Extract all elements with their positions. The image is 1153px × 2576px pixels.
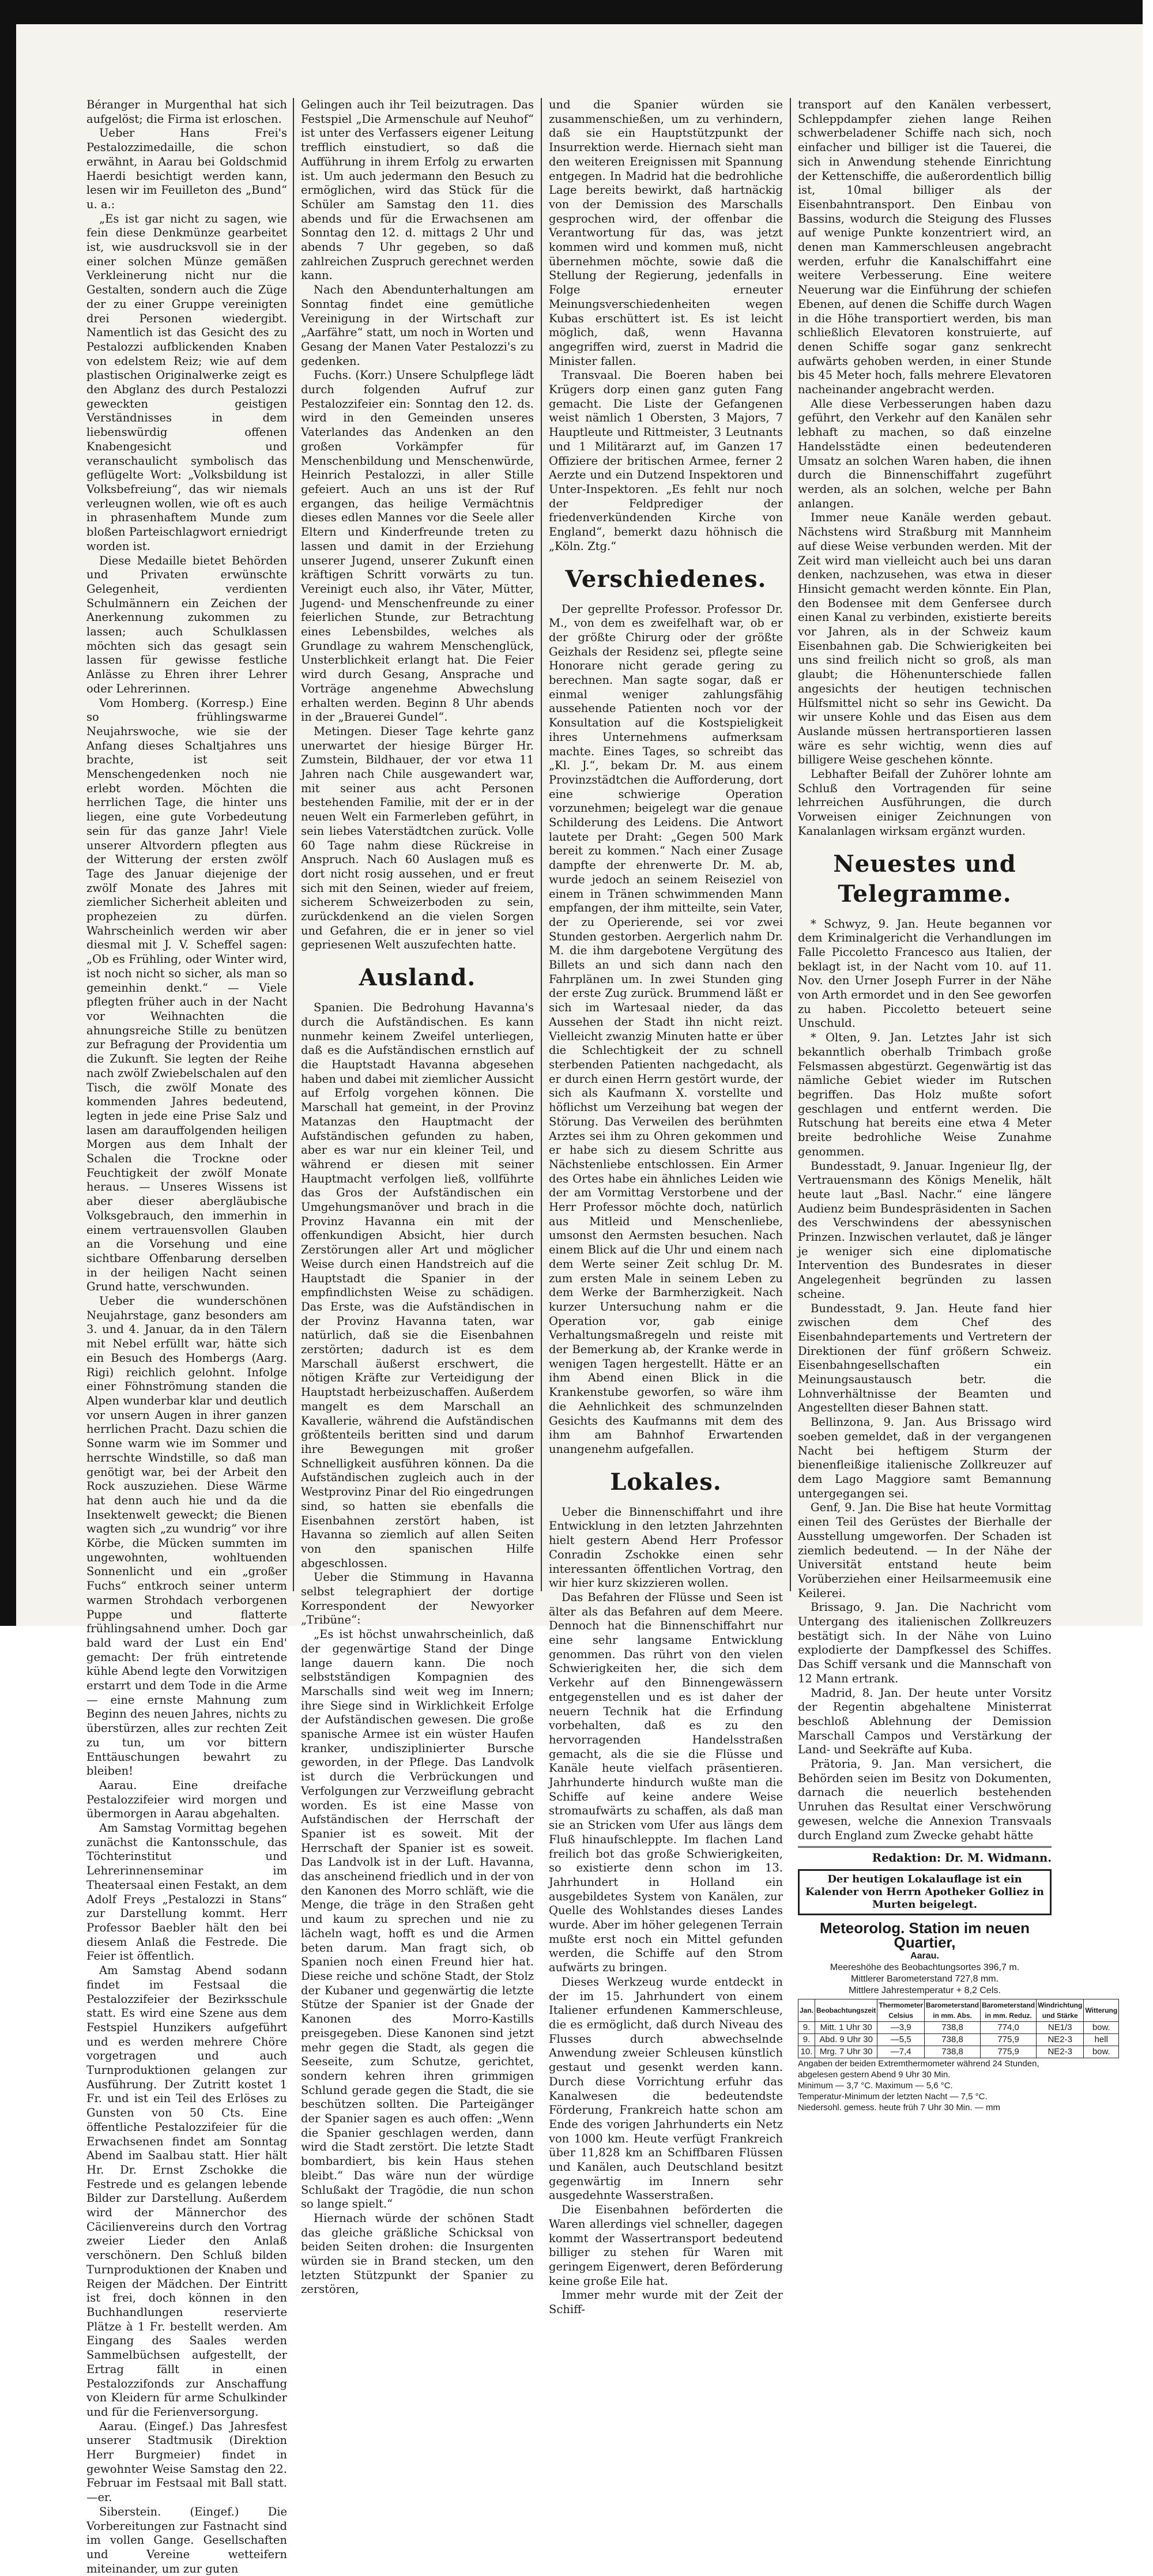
editor-signature: Redaktion: Dr. M. Widmann. [872,1851,1052,1865]
table-cell: Abd. 9 Uhr 30 [815,2034,877,2046]
table-cell: 738,8 [925,2046,981,2058]
article-paragraph: Die Eisenbahnen beförderten die Waren allerdings viel schneller, dagegen kommt der Wassertransport bedeutend billiger zu stehen für Waren mit geringem Eigenwert, deren Beförderung keine große Eile hat. [549,2203,783,2288]
table-cell: 10. [798,2046,815,2058]
article-paragraph: * Schwyz, 9. Jan. Heute begannen vor dem Kriminalgericht die Verhandlungen im Falle Piccoletto Francesco aus Italien, der beklagt ist, in der Nacht vom 10. auf 11. Nov. den Urner Joseph Furrer in der Nähe von Arth ermordet und in den See geworfen zu haben. Piccoletto beteuert seine Unschuld. [798,917,1052,1030]
table-cell: 774,0 [981,2022,1037,2034]
article-paragraph: Brissago, 9. Jan. Die Nachricht vom Untergang des italienischen Zollkreuzers bestätigt sich. In der Nähe von Luino explodierte der Dampfkessel des Schiffes. Das Schiff versank und die Mannschaft von 12 Mann ertrank. [798,1600,1052,1685]
article-paragraph: Am Samstag Abend sodann findet im Festsaal die Pestalozzifeier der Bezirksschule statt. Es wird eine Szene aus dem Festspiel Hunzikers aufgeführt und es werden mehrere Chöre vorgetragen und auch Turnproduktionen gelangen zur Ausführung. Der Zutritt kostet 1 Fr. und ist ein Teil des Erlöses zu Gunsten von 50 Cts. Eine öffentliche Pestalozzifeier für die Erwachsenen findet am Sonntag Abend im Saalbau statt. Hier hält Hr. Dr. Ernst Zschokke die Festrede und es gelangen lebende Bilder zur Darstellung. Außerdem wird der Männerchor des Cäcilienvereins durch den Vortrag zweier Lieder den Anlaß verschönern. Den Schluß bilden Turnproduktionen der Knaben und Reigen der Mädchen. Der Eintritt ist frei, doch können in den Buchhandlungen reservierte Plätze à 1 Fr. bestellt werden. Am Eingang des Saales werden Sammelbüchsen aufgestellt, der Ertrag fällt in einen Pestalozzifonds zur Anschaffung von Kleidern für arme Schulkinder und für die Ferienversorgung. [86,1964,287,2419]
weather-title: Meteorolog. Station im neuen Quartier, [819,1919,1030,1951]
article-paragraph: Am Samstag Vormittag begehen zunächst die Kantonsschule, das Töchterinstitut und Lehrerinnenseminar im Theatersaal einen Festakt, an dem Adolf Freys „Pestalozzi in Stans“ zur Darstellung kommt. Herr Professor Baebler hält den bei diesem Anlaß die Festrede. Die Feier ist öffentlich. [86,1821,287,1963]
table-cell: bow. [1084,2046,1119,2058]
scan-border-left [0,0,16,1626]
weather-footnote: Niedersohl. gemess. heute früh 7 Uhr 30 Min. — mm [798,2103,1000,2113]
article-paragraph: Alle diese Verbesserungen haben dazu geführt, den Verkehr auf den Kanälen sehr lebhaft zu machen, so daß einzelne Handelsstädte einen bedeutenderen Umsatz an solchen Waren haben, die ihnen durch die Binnenschiffahrt zugeführt werden, als an solchen, welche per Bahn anlangen. [798,397,1052,510]
article-paragraph: Der geprellte Professor. Professor Dr. M., von dem es zweifelhaft war, ob er der größte Chirurg oder der größte Geizhals der Residenz sei, pflegte seine Honorare nicht gerade gering zu berechnen. Man sagte sogar, daß er einmal weniger zahlungsfähig aussehende Patienten noch vor der Konsultation auf die Kostspieligkeit ihres Unternehmens aufmerksam machte. Eines Tages, so schreibt das „Kl. J.“, bekam Dr. M. aus einem Provinzstädtchen die Aufforderung, dort eine schwierige Operation vorzunehmen; beigelegt war die genaue Schilderung des Leidens. Die Antwort lautete per Draht: „Gegen 500 Mark bereit zu kommen.“ Nach einer Zusage dampfte der ehrenwerte Dr. M. ab, wurde jedoch an seinem Reiseziel von einem in Tränen schwimmenden Mann empfangen, der ihm mitteilte, sein Vater, der zu Operierende, sei vor zwei Stunden gestorben. Aergerlich nahm Dr. M. die ihm dargebotene Vergütung des Billets an und sich dann nach den Fahrplänen um. In zwei Stunden ging der erste Zug zurück. Brummend läßt er sich im Wartesaal nieder, da das Aussehen der Stadt ihn nicht reizt. Vielleicht zwanzig Minuten hatte er über die Schlechtigkeit der zu schnell sterbenden Patienten nachgedacht, als er durch einen Herrn gestört wurde, der sich als Kaufmann X. vorstellte und höflichst um Verzeihung bat wegen der Störung. Das Verweilen des berühmten Arztes sei ihm zu Ohren gekommen und er habe sich zu diesem Schritte aus Nächstenliebe entschlossen. Ein Armer des Ortes habe ein ähnliches Leiden wie der am Vormittag Verstorbene und der Herr Professor möchte doch, natürlich aus Mitleid und Menschenliebe, umsonst den Aermsten besuchen. Nach einem Blick auf die Uhr und einem nach dem Werte seiner Zeit schlug Dr. M. zum ersten Male in seinem Leben zu dem Werke der Barmherzigkeit. Nach kurzer Untersuchung nahm er die Operation vor, gab einige Verhaltungsmaßregeln und reiste mit der Bemerkung ab, der Kranke werde in wenigen Tagen hergestellt. Hätte er an ihm Abend einen Blick in die Krankenstube geworfen, so wäre ihm die Aehnlichkeit des schmunzelnden Gesichts des Kaufmanns mit dem des ihm am Bahnhof Erwartenden unangenehm aufgefallen. [549,602,783,1456]
column-4 [798,98,1118,2113]
table-cell: 775,9 [981,2046,1037,2058]
article-paragraph: und die Spanier würden sie zusammenschießen, um zu verhindern, daß sie ein Hauptstützpunkt der Insurrektion werde. Hiernach sieht man den weiteren Ereignissen mit Spannung entgegen. In Madrid hat die bedrohliche Lage bereits bewirkt, daß hartnäckig von der Demission des Marschalls gesprochen wird, der offenbar die Verantwortung für das, was jetzt kommen wird und kommen muß, nicht übernehmen möchte, sowie daß die Stellung der Regierung, jedenfalls in Folge erneuter Meinungsverschiedenheiten wegen Kubas erschüttert ist. Es ist leicht möglich, daß, wenn Havanna angegriffen wird, zuerst in Madrid die Minister fallen. [549,98,783,368]
article-paragraph: Transvaal. Die Boeren haben bei Krügers dorp einen ganz guten Fang gemacht. Die Liste der Gefangenen weist nämlich 1 Obersten, 3 Majors, 7 Hauptleute und Rittmeister, 3 Leutnants und 1 Militärarzt auf, im Ganzen 17 Offiziere der britischen Armee, ferner 2 Aerzte und ein Dutzend Inspektoren und Unter-Inspektoren. „Es fehlt nur noch der Feldprediger der friedenverkündenden Kirche von England“, bemerkt dazu höhnisch die „Köln. Ztg.“ [549,368,783,553]
article-paragraph: Madrid, 8. Jan. Der heute unter Vorsitz der Regentin abgehaltene Ministerrat beschloß Ablehnung der Demission Marschall Campos und Verstärkung der Land- und Seekräfte auf Kuba. [798,1686,1052,1757]
article-paragraph: Nach den Abendunterhaltungen am Sonntag findet eine gemütliche Vereinigung in der Wirtschaft zur „Aarfähre“ statt, um noch in Worten und Gesang der Manen Vater Pestalozzi's zu gedenken. [301,283,534,368]
weather-header: Beobachtungszeit [815,1999,877,2022]
section-heading-verschiedenes: Verschiedenes. [565,565,767,593]
article-paragraph: Ueber die Binnenschiffahrt und ihre Entwicklung in den letzten Jahrzehnten hielt gestern Abend Herr Professor Conradin Zschokke einen sehr interessanten öffentlichen Vortrag, den wir hier kurz skizzieren wollen. [549,1505,783,1590]
weather-header: Jan. [798,1999,815,2022]
weather-place: Aarau. [910,1951,939,1961]
table-cell: —7,4 [877,2046,925,2058]
weather-footnote: Angaben der beiden Extremthermometer während 24 Stunden, abgelesen gestern Abend 9 Uhr 30 Min. [798,2059,1039,2080]
article-paragraph: Ueber Hans Frei's Pestalozzimedaille, die schon erwähnt, in Aarau bei Goldschmid Haerdi besichtigt werden kann, lesen wir im Feuilleton des „Bund“ u. a.: [86,126,287,211]
scan-border-top [0,0,1153,24]
article-paragraph: Aarau. Eine dreifache Pestalozzifeier wird morgen und übermorgen in Aarau abgehalten. [86,1778,287,1821]
weather-station-box [798,1919,1118,2113]
weather-line: Mittlerer Barometerstand 727,8 mm. [850,1974,999,1984]
table-cell: Mrg. 7 Uhr 30 [815,2046,877,2058]
article-paragraph: transport auf den Kanälen verbessert, Schleppdampfer ziehen lange Reihen schwerbeladener Schiffe nach sich, noch einfacher und billiger ist die Tauerei, die sich in Anwendung stehende Einrichtung der Kettenschiffe, die außerordentlich billig ist, 10mal billiger als der Eisenbahntransport. Den Einbau von Bassins, wodurch die Steigung des Flusses auf wenige Punkte konzentriert wird, an denen man Kammerschleusen angebracht werden, erfuhr die Kanalschiffahrt eine weitere Verbesserung. Eine weitere Neuerung war die Einführung der schiefen Ebenen, auf denen die Schiffe durch Wagen in die Höhe transportiert werden, bis man schließlich Elevatoren konstruierte, auf denen Schiffe sogar ganz senkrecht aufwärts gehoben werden, in einer Stunde bis 45 Meter hoch, falls mehrere Elevatoren nacheinander angebracht werden. [798,98,1052,397]
column-1 [86,98,287,2575]
text-columns [86,98,1118,2575]
section-heading-neuestes: Neuestes und Telegramme. [833,850,1016,907]
column-rule [541,98,542,1591]
divider [798,1846,1052,1848]
column-3 [549,98,783,2317]
table-row [798,2034,1119,2046]
article-paragraph: Metingen. Dieser Tage kehrte ganz unerwartet der hiesige Bürger Hr. Zumstein, Bildhauer, der vor etwa 11 Jahren nach Chile ausgewandert war, mit seiner aus acht Personen bestehenden Familie, mit der er in der neuen Welt ein Farmerleben geführt, in sein liebes Vaterstädtchen zurück. Volle 60 Tage nahm diese Rückreise in Anspruch. Nach 60 Auslagen muß es dort nicht rosig aussehen, und er freut sich mit den Seinen, wieder auf freiem, sicherem Schweizerboden zu sein, zurückdenkend an die vielen Sorgen und Gefahren, die er in jener so viel gepriesenen Welt auszufechten hatte. [301,724,534,952]
table-cell: 9. [798,2022,815,2034]
article-paragraph: Fuchs. (Korr.) Unsere Schulpflege lädt durch folgenden Aufruf zur Pestalozzifeier ein: Sonntag den 12. ds. wird in den Gemeinden unseres Vaterlandes das Andenken an den großen Vorkämpfer für Menschenbildung und Menschenwürde, Heinrich Pestalozzi, in aller Stille gefeiert. Auch an uns ist der Ruf ergangen, das heilige Vermächtnis dieses edlen Mannes vor die Seele aller Eltern und Kinderfreunde treten zu lassen und damit in der Erziehung unserer Jugend, unserer Zukunft einen kräftigen Schritt vorwärts zu tun. Vereinigt euch also, ihr Väter, Mütter, Jugend- und Menschenfreunde zu einer feierlichen Stunde, zur Betrachtung eines Lebensbildes, welches als Grundlage zu wahrem Menschenglück, Unsterblichkeit erlangt hat. Die Feier wird durch Gesang, Ansprache und Vorträge angenehme Abwechslung erhalten werden. Beginn 8 Uhr abends in der „Brauerei Gundel“. [301,368,534,724]
section-heading-lokales: Lokales. [610,1468,722,1496]
table-cell: Mitt. 1 Uhr 30 [815,2022,877,2034]
weather-footnote: Temperatur-Minimum der letzten Nacht — 7,5 °C. [798,2092,988,2102]
article-paragraph: Ueber die Stimmung in Havanna selbst telegraphiert der dortige Korrespondent der Newyorker „Tribüne“: [301,1571,534,1627]
calendar-notice: Der heutigen Lokalauflage ist ein Kalender von Herrn Apotheker Golliez in Murten beigelegt. [798,1869,1052,1915]
table-cell: NE2-3 [1037,2046,1084,2058]
article-paragraph: Gelingen auch ihr Teil beizutragen. Das Festspiel „Die Armenschule auf Neuhof“ ist unter des Verfassers eigener Leitung trefflich einstudiert, so daß die Aufführung in ihrem Erfolg zu erwarten ist. Um auch jedermann den Besuch zu ermöglichen, wird das Stück für die Schüler am Samstag den 11. dies abends und für die Erwachsenen am Sonntag den 12. d. mittags 2 Uhr und abends 7 Uhr gegeben, so daß zahlreichen Zuspruch gerechnet werden kann. [301,98,534,283]
column-rule [790,98,791,1591]
table-cell: 9. [798,2034,815,2046]
table-cell: NE1/3 [1037,2022,1084,2034]
article-paragraph: „Es ist höchst unwahrscheinlich, daß der gegenwärtige Stand der Dinge lange dauern kann. Die noch selbstständigen Kompagnien des Marschalls sind weit weg im Innern; ihre Siege sind in Wirklichkeit Erfolge der Aufständischen gewesen. Die große spanische Armee ist ein wüster Haufen kranker, undisziplinierter Bursche geworden, in der Pflege. Das Landvolk ist durch die Verbrückungen und Verfolgungen zur Verzweiflung gebracht worden. Es ist eine Masse von Aufständischen der Herrschaft der Spanier ist es soweit. Mit der Herrschaft der Spanier ist es soweit. Das Landvolk ist in der Luft. Havanna, das anscheinend friedlich und in der von den Kanonen des Morro schläft, wie die Menge, die träge in den Straßen geht und kaum zu sprechen und nie zu lächeln wagt, hofft es und die Armen beten darum. Man fragt sich, ob Spanien noch einen Freund hier hat. Diese reiche und schöne Stadt, der Stolz der Kubaner und gegenwärtig die letzte Stütze der Spanier ist der Gnade der Kanonen des Morro-Kastills preisgegeben. Diese Kanonen sind jetzt mehr gegen die Stadt, als gegen die Seeseite, zum Schutze, gerichtet, sondern kehren ihren grimmigen Schlund gerade gegen die Stadt, die sie beschützen sollten. Die Parteigänger der Spanier sagen es auch offen: „Wenn die Spanier geschlagen werden, dann wird die Stadt zerstört. Die letzte Stadt bombardiert, bis kein Haus stehen bleibt.“ Das wäre nun der würdige Schlußakt der Tragödie, die nun schon so lange spielt.“ [301,1628,534,2211]
article-paragraph: Diese Medaille bietet Behörden und Privaten erwünschte Gelegenheit, verdienten Schulmännern ein Zeichen der Anerkennung zukommen zu lassen; auch Schulklassen möchten sich das gesagt sein lassen für gewisse festliche Anlässe zu Ehren ihrer Lehrer oder Lehrerinnen. [86,553,287,695]
table-cell: —3,9 [877,2022,925,2034]
article-paragraph: Prätoria, 9. Jan. Man versichert, die Behörden seien im Besitz von Dokumenten, darnach die neuerlich bestehenden Unruhen das Resultat einer Verschwörung gewesen, welche die Annexion Transvaals durch England zum Zwecke gehabt hätte [798,1757,1052,1842]
article-paragraph: Siberstein. (Eingef.) Die Vorbereitungen zur Fastnacht sind im vollen Gange. Gesellschaften und Vereine wetteifern miteinander, um zur guten [86,2505,287,2575]
table-cell: 738,8 [925,2022,981,2034]
column-rule [293,98,294,1591]
weather-header: Thermometer Celsius [877,1999,925,2022]
table-cell: 775,9 [981,2034,1037,2046]
article-paragraph: Hiernach würde der schönen Stadt das gleiche gräßliche Schicksal von beiden Seiten drohen: die Insurgenten würden sie in Brand stecken, um den letzten Stützpunkt der Spanier zu zerstören, [301,2211,534,2296]
article-paragraph: Bellinzona, 9. Jan. Aus Brissago wird soeben gemeldet, daß in der vergangenen Nacht bei heftigem Sturm der bienenfleißige italienische Zollkreuzer auf dem Lago Maggiore samt Bemannung untergegangen sei. [798,1415,1052,1500]
table-row [798,2046,1119,2058]
weather-footnote: Minimum — 3,7 °C. Maximum — 5,6 °C. [798,2081,953,2091]
weather-header: Windrichtung und Stärke [1037,1999,1084,2022]
article-paragraph: Béranger in Murgenthal hat sich aufgelöst; die Firma ist erloschen. [86,98,287,126]
article-paragraph: „Es ist gar nicht zu sagen, wie fein diese Denkmünze gearbeitet ist, wie ausdrucksvoll sie in der einer solchen Münze gemäßen Verkleinerung nicht nur die Gestalten, sondern auch die Züge der zu einer Gruppe vereinigten drei Personen wiedergibt. Namentlich ist das Gesicht des zu Pestalozzi aufblickenden Knaben von edelstem Reiz; wie auf dem plastischen Originalwerke zeigt es den Abglanz des durch Pestalozzi geweckten geistigen Verständnisses in dem liebenswürdig offenen Knabengesicht und veranschaulicht symbolisch das geflügelte Wort: „Volksbildung ist Volksbefreiung“, das wir niemals verleugnen wollen, wie oft es auch in phrasenhaftem Munde zum bloßen Parteischlagwort erniedrigt worden ist. [86,212,287,553]
article-paragraph: Spanien. Die Bedrohung Havanna's durch die Aufständischen. Es kann nunmehr keinem Zweifel unterliegen, daß es die Aufständischen ernstlich auf die Hauptstadt Havanna abgesehen haben und dabei mit ziemlicher Aussicht auf Erfolg vorgehen können. Die Marschall hat gemeint, in der Provinz Matanzas den Hauptmacht der Aufständischen gefunden zu haben, aber es war nur ein kleiner Teil, und während er diesen mit seiner Hauptmacht verfolgen ließ, vollführte das Gros der Aufständischen ein Umgehungsmanöver und brach in die Provinz Havanna ein mit der offenkundigen Absicht, hier durch Zerstörungen aller Art und möglicher Weise durch einen Handstreich auf die Hauptstadt die Spanier in der empfindlichsten Weise zu schädigen. Das Erste, was die Aufständischen in der Provinz Havanna taten, war natürlich, daß sie die Eisenbahnen zerstörten; dadurch ist es dem Marschall äußerst erschwert, die nötigen Kräfte zur Verteidigung der Hauptstadt herbeizuschaffen. Außerdem mangelt es dem Marschall an Kavallerie, während die Aufständischen größtenteils beritten sind und darum ihre Bewegungen mit großer Schnelligkeit ausführen können. Da die Aufständischen zugleich auch in der Westprovinz Pinar del Rio eingedrungen sind, so hatten sie ebenfalls die Eisenbahnen zerstört haben, ist Havanna so ziemlich auf allen Seiten von den spanischen Hilfe abgeschlossen. [301,1001,534,1570]
article-paragraph: Vom Homberg. (Korresp.) Eine so frühlingswarme Neujahrswoche, wie sie der Anfang dieses Schaltjahres uns brachte, ist seit Menschengedenken noch nie erlebt worden. Möchten die herrlichen Tage, die hinter uns liegen, eine gute Vorbedeutung sein für das ganze Jahr! Viele unserer Altvordern pflegten aus der Witterung der ersten zwölf Tage des Januar diejenige der zwölf Monate des Jahres mit ziemlicher Sicherheit ableiten und prophezeien zu dürfen. Wahrscheinlich werden wir aber diesmal mit J. V. Scheffel sagen: „Ob es Frühling, oder Winter wird, ist noch nicht so sicher, als man so gemeinhin denkt.“ — Viele pflegten früher auch in der Nacht vor Weihnachten die ahnungsreiche Stille zu benützen zur Befragung der Providentia um die Zukunft. Sie legten der Reihe nach zwölf Zwiebelschalen auf den Tisch, die zwölf Monate des kommenden Jahres bedeutend, legten in jede eine Prise Salz und lasen am darauffolgenden heiligen Morgen aus dem Inhalt der Schalen die Trockne oder Feuchtigkeit der zwölf Monate heraus. — Unseres Wissens ist aber dieser abergläubische Volksgebrauch, den immerhin in einem vertrauensvollen Glauben an die Vorsehung und eine sichtbare Offenbarung derselben in der heiligen Nacht seinen Grund hatte, verschwunden. [86,696,287,1294]
article-paragraph: Genf, 9. Jan. Die Bise hat heute Vormittag einen Teil des Gerüstes der Bierhalle der Ausstellung umgeworfen. Der Schaden ist ziemlich bedeutend. — In der Nähe der Universität entstand heute beim Vorüberziehen einer Heilsarmeemusik eine Keilerei. [798,1501,1052,1600]
article-paragraph: Bundesstadt, 9. Jan. Heute fand hier zwischen dem Chef des Eisenbahndepartements und Vertretern der Direktionen der fünf größern Schweiz. Eisenbahngesellschaften ein Meinungsaustausch betr. die Lohnverhältnisse der Beamten und Angestellten dieser Bahnen statt. [798,1301,1052,1415]
table-cell: —5,5 [877,2034,925,2046]
table-cell: hell [1084,2034,1119,2046]
table-cell: bow. [1084,2022,1119,2034]
article-paragraph: * Olten, 9. Jan. Letztes Jahr ist sich bekanntlich oberhalb Trimbach große Felsmassen abgestürzt. Gegenwärtig ist das nämliche Gebiet wieder im Rutschen begriffen. Das Holz mußte sofort geschlagen und entfernt werden. Die Rutschung hat bereits eine etwa 4 Meter breite bedrohliche Weise Zunahme genommen. [798,1031,1052,1158]
article-paragraph: Das Befahren der Flüsse und Seen ist älter als das Befahren auf dem Meere. Dennoch hat die Binnenschiffahrt nur eine sehr langsame Entwicklung genommen. Das rührt von den vielen Schwierigkeiten her, die sich dem Verkehr auf den Binnengewässern entgegenstellen und es ist daher der neuern Technik hat die Erfindung vorbehalten, daß es zu den hervorragenden Handelsstraßen gemacht, als die sie die Flüsse und Kanäle heute vielfach präsentieren. Jahrhunderte hindurch wußte man die Schiffe auf keine andere Weise stromaufwärts zu schaffen, als daß man sie an Stricken vom Ufer aus längs dem Fluß hinaufschleppte. Im flachen Land freilich bot das große Schwierigkeiten, so existierte denn schon im 13. Jahrhundert in Holland ein ausgebildetes System von Kanälen, zur Quelle des Wohlstandes dieses Landes wurde. Aber im höher gelegenen Terrain mußte erst noch ein Mittel gefunden werden, die Schiffe auf den Strom aufwärts zu bringen. [549,1590,783,1975]
article-paragraph: Ueber die wunderschönen Neujahrstage, ganz besonders am 3. und 4. Januar, da in den Tälern mit Nebel erfüllt war, hätte sich ein Besuch des Hombergs (Aarg. Rigi) reichlich gelohnt. Infolge einer Föhnströmung standen die Alpen wunderbar klar und deutlich vor unsern Augen in ihrer ganzen herrlichen Pracht. Dazu schien die Sonne warm wie im Sommer und herrschte Windstille, so daß man genötigt war, bei der Arbeit den Rock auszuziehen. Diese Wärme hat denn auch hie und da die Insektenwelt geweckt; die Bienen wagten sich „zu wundrig“ vor ihre Körbe, die Mücken summten im ungewohnten, wohltuenden Sonnenlicht und ein „großer Fuchs“ entkroch seiner unterm warmen Strohdach verborgenen Puppe und flatterte frühlingsahnend umher. Doch gar bald ward der Lust ein End' gemacht: Der früh eintretende kühle Abend legte den Vorwitzigen erstarrt und dem Tode in die Arme — eine ernste Mahnung zum Beginn des neuen Jahres, nichts zu überstürzen, alles zur rechten Zeit zu tun, um vor bittern Enttäuschungen bewahrt zu bleiben! [86,1294,287,1778]
weather-line: Mittlere Jahrestemperatur + 8,2 Cels. [849,1986,1001,1996]
weather-line: Meereshöhe des Beobachtungsortes 396,7 m. [830,1963,1020,1973]
article-paragraph: Lebhafter Beifall der Zuhörer lohnte am Schluß den Vortragenden für seine lehrreichen Ausführungen, die durch Vorweisen einiger Zeichnungen von Kanalanlagen wirksam ergänzt wurden. [798,767,1052,838]
table-row [798,2022,1119,2034]
table-cell: NE2-3 [1037,2034,1084,2046]
article-paragraph: Immer mehr wurde mit der Zeit der Schiff- [549,2288,783,2317]
table-cell: 738,8 [925,2034,981,2046]
article-paragraph: Dieses Werkzeug wurde entdeckt in der im 15. Jahrhundert von einem Italiener erfundenen Kammerschleuse, die es ermöglicht, daß durch Niveau des Flusses durch abwechselnde Anwendung zweier Schleusen künstlich gestaut und gesenkt werden kann. Durch diese Vorrichtung erfuhr das Kanalwesen die bedeutendste Förderung, Frankreich hatte schon am Ende des vorigen Jahrhunderts ein Netz von 1000 km. Heute verfügt Frankreich über 11,828 km an Schiffbaren Flüssen und Kanälen, auch Deutschland besitzt gegenwärtig im Innern sehr ausgedehnte Wasserstraßen. [549,1975,783,2202]
weather-table [798,1999,1119,2058]
article-paragraph: Immer neue Kanäle werden gebaut. Nächstens wird Straßburg mit Mannheim auf diese Weise verbunden werden. Mit der Zeit wird man vielleicht auch bei uns daran denken, nachzusehen, was etwa in dieser Hinsicht gemacht werden könnte. Ein Plan, den Bodensee mit dem Genfersee durch einen Kanal zu verbinden, existierte bereits vor Jahren, als in der Schweiz kaum Eisenbahnen gab. Die Schwierigkeiten bei uns sind freilich nicht so groß, als man glaubt; die Höhenunterschiede fallen angesichts der heutigen technischen Hülfsmittel nicht so sehr ins Gewicht. Da wir unsere Kohle und das Eisen aus dem Auslande müssen hertransportieren lassen wäre es sehr wichtig, wenn dies auf billigere Weise geschehen könnte. [798,511,1052,767]
scan-border-right [1143,0,1153,1626]
weather-header: Witterung [1084,1999,1119,2022]
weather-header: Barometerstand in mm. Reduz. [981,1999,1037,2022]
column-2 [301,98,534,2296]
article-paragraph: Aarau. (Eingef.) Das Jahresfest unserer Stadtmusik (Direktion Herr Burgmeier) findet in gewohnter Weise Samstag den 22. Februar im Festsaal mit Ball statt. —er. [86,2419,287,2505]
section-heading-ausland: Ausland. [359,964,476,992]
article-paragraph: Bundesstadt, 9. Januar. Ingenieur Ilg, der Vertrauensmann des Königs Menelik, hält heute laut „Basl. Nachr.“ eine längere Audienz beim Bundespräsidenten in Sachen des Verschwindens der abessynischen Prinzen. Inzwischen verlautet, daß je länger je weniger sich eine diplomatische Intervention des Bundesrates in dieser Angelegenheit begründen zu lassen scheine. [798,1159,1052,1301]
weather-header: Barometerstand in mm. Abs. [925,1999,981,2022]
